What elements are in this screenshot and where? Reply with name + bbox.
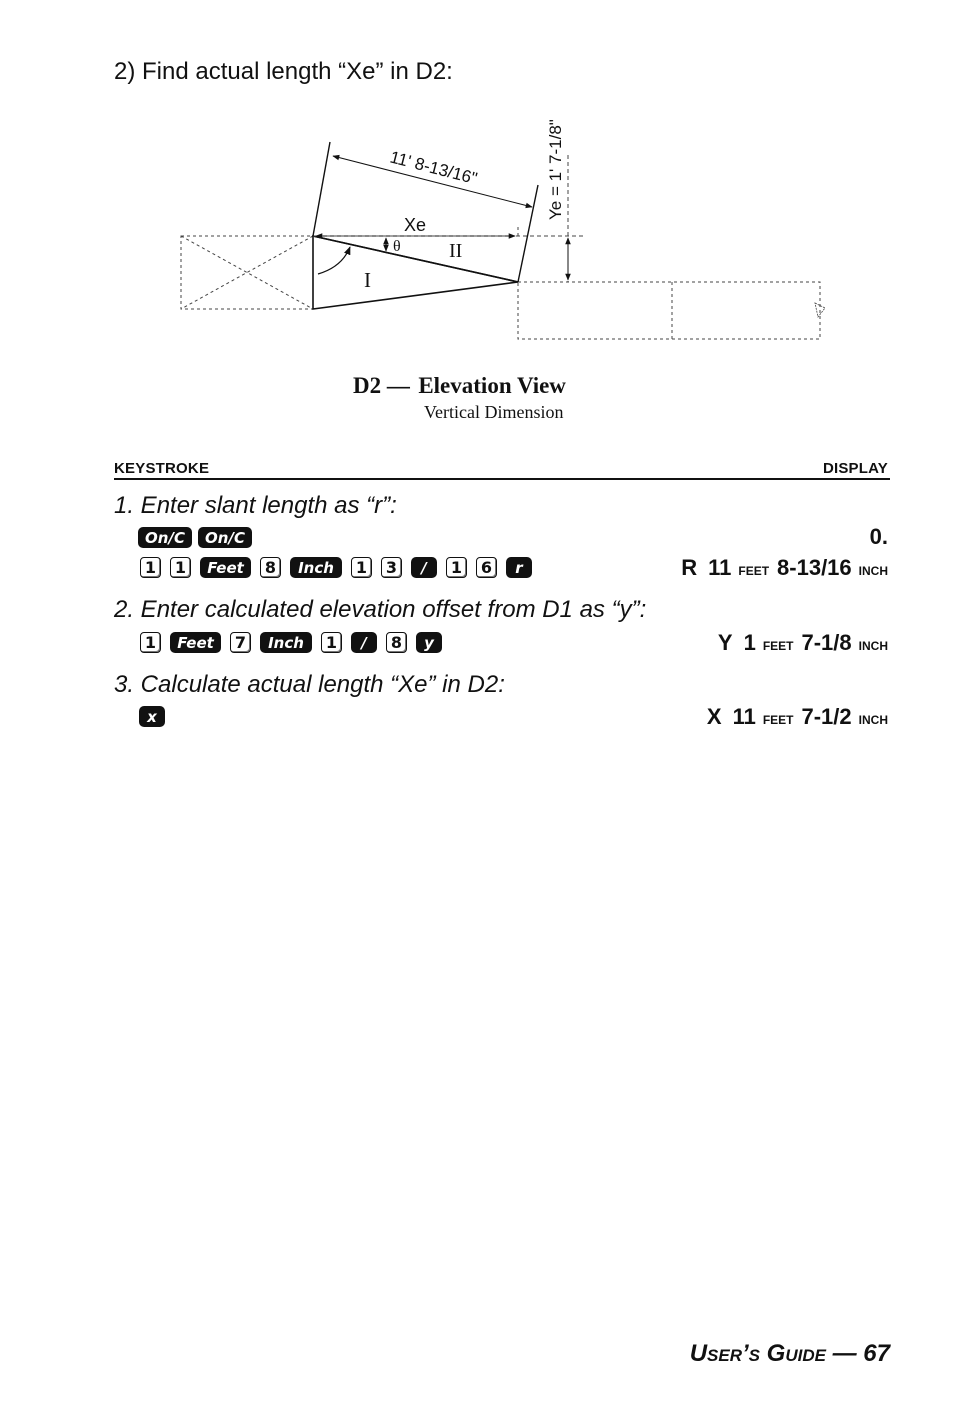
keystroke-column-header: KEYSTROKE [114, 460, 210, 477]
page-footer [690, 1340, 890, 1368]
region-one-label: I [364, 268, 371, 292]
step-1-row-2-display [681, 555, 888, 581]
y-key[interactable]: y [416, 632, 442, 653]
display-value: 0. [869, 524, 888, 549]
slant-label: 11' 8-13/16" [387, 147, 480, 189]
display-inch-unit: inch [858, 560, 888, 579]
rotation-arrow [318, 247, 350, 274]
fraction-key[interactable]: / [351, 632, 377, 653]
digit-1-key[interactable]: 1 [351, 557, 372, 578]
feet-key[interactable]: Feet [200, 557, 251, 578]
digit-3-key[interactable]: 3 [381, 557, 402, 578]
display-register: X [706, 704, 722, 729]
digit-8-key[interactable]: 8 [386, 632, 407, 653]
diagram-subtitle: Vertical Dimension [424, 402, 564, 422]
display-feet-unit: feet [738, 560, 770, 579]
display-inch-value: 8-13/16 [777, 555, 852, 580]
display-inch-unit: inch [858, 709, 888, 728]
digit-1-key[interactable]: 1 [140, 632, 161, 653]
ye-label: Ye = 1' 7-1/8" [546, 119, 565, 220]
display-feet-unit: feet [762, 709, 794, 728]
step-2-row-1-display [718, 630, 888, 656]
x-key[interactable]: x [139, 706, 165, 727]
diagram-title-main: Elevation View [418, 373, 566, 398]
extension-line-right [518, 185, 538, 282]
step-2-row-1-keys [140, 632, 442, 653]
display-feet-value: 11 [732, 704, 756, 729]
fraction-key[interactable]: / [411, 557, 437, 578]
digit-1-key[interactable]: 1 [321, 632, 342, 653]
inch-key[interactable]: Inch [260, 632, 312, 653]
digit-8-key[interactable]: 8 [260, 557, 281, 578]
display-inch-value: 7-1/8 [801, 630, 852, 655]
feet-key[interactable]: Feet [170, 632, 221, 653]
display-register: Y [717, 630, 733, 655]
step-3-row-1-keys [139, 706, 165, 727]
footer-dash: — [832, 1340, 857, 1367]
display-inch-value: 7-1/2 [801, 704, 852, 729]
digit-1-key[interactable]: 1 [140, 557, 161, 578]
elevation-diagram [170, 95, 840, 355]
header-rule [114, 478, 890, 480]
display-inch-unit: inch [858, 635, 888, 654]
left-box [181, 236, 313, 309]
step-1-row-1-keys [138, 527, 252, 548]
digit-6-key[interactable]: 6 [476, 557, 497, 578]
display-feet-unit: feet [762, 635, 794, 654]
extension-line-left [313, 142, 330, 236]
footer-guide-label: User’s Guide [689, 1340, 826, 1367]
diagram-title-prefix: D2 — [353, 373, 410, 398]
section-heading: 2) Find actual length “Xe” in D2: [114, 58, 453, 85]
step-1-heading: 1. Enter slant length as “r”: [114, 492, 397, 519]
diagram-title [353, 373, 566, 399]
display-column-header: DISPLAY [822, 460, 888, 477]
step-3-row-1-display [707, 704, 888, 730]
xe-label: Xe [404, 215, 427, 235]
on-c-key[interactable]: On/C [138, 527, 192, 548]
step-1-row-1-display [870, 524, 888, 550]
step-2-heading: 2. Enter calculated elevation offset from D1 as “y”: [114, 596, 647, 623]
page-number: 67 [863, 1340, 890, 1367]
step-1-row-2-keys [140, 557, 532, 578]
display-feet-value: 1 [743, 630, 756, 655]
slant-member [313, 236, 518, 309]
digit-1-key[interactable]: 1 [446, 557, 467, 578]
inch-key[interactable]: Inch [290, 557, 342, 578]
digit-7-key[interactable]: 7 [230, 632, 251, 653]
display-feet-value: 11 [708, 555, 732, 580]
r-key[interactable]: r [506, 557, 532, 578]
region-two-label: II [449, 240, 463, 262]
theta-label: θ [393, 238, 401, 255]
step-3-heading: 3. Calculate actual length “Xe” in D2: [114, 671, 505, 698]
on-c-key[interactable]: On/C [198, 527, 252, 548]
display-register: R [681, 555, 698, 580]
digit-1-key[interactable]: 1 [170, 557, 191, 578]
right-box [518, 282, 820, 339]
